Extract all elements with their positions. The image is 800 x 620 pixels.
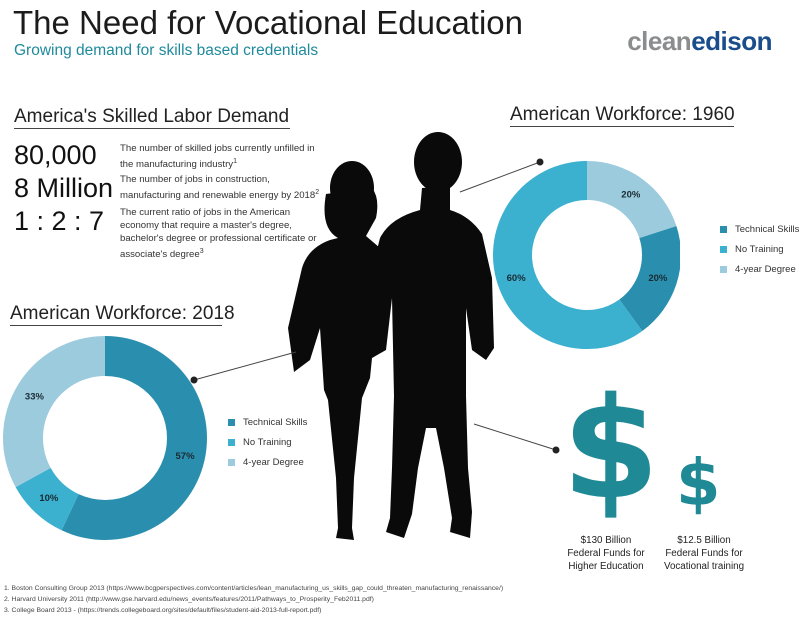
legend-1960-technical: Technical Skills: [720, 219, 799, 239]
pointer-line-2018: [186, 346, 302, 386]
footnote-1: 1. Boston Consulting Group 2013 (https://www.bcgperspectives.com/content/articles/lean_manufacturing_us_skills_gap_could_threaten_manufacturing_renaissance/): [4, 585, 504, 592]
legend-2018-degree: 4-year Degree: [228, 452, 307, 472]
page-title: The Need for Vocational Education: [13, 4, 524, 41]
legend-swatch: [228, 439, 235, 446]
logo-text-clean: clean: [627, 26, 692, 56]
stat-desc-job-ratio: The current ratio of jobs in the American economy that require a master's degree, bachelor's degree or professional certificate or associate's degree$^3$: [120, 207, 317, 261]
stat-value-unfilled-jobs: 80,000: [14, 140, 97, 170]
chart-1960-label-2: 20%: [621, 189, 641, 201]
vocational-funding-caption: $12.5 Billion Federal Funds for Vocational training: [663, 535, 745, 572]
footnotes: [4, 583, 503, 616]
higher-ed-funding-caption: $130 Billion Federal Funds for Higher Education: [567, 535, 645, 572]
chart-2018-legend: [228, 412, 307, 472]
dollar-small-icon: $: [676, 447, 721, 521]
logo-text-edison: edison: [691, 26, 772, 56]
chart-2018-label-1: 10%: [39, 492, 59, 504]
chart-2018-underline: [10, 325, 222, 326]
chart-1960-title: American Workforce: 1960: [510, 104, 735, 125]
labor-demand-title: America's Skilled Labor Demand: [14, 106, 290, 127]
stat-value-future-jobs: 8 Million: [14, 173, 114, 203]
donut-2018-slices: [3, 336, 207, 540]
chart-1960-label-1: 60%: [506, 273, 526, 285]
legend-swatch: [228, 459, 235, 466]
cleanedison-logo: [627, 26, 772, 57]
chart-2018-title: American Workforce: 2018: [10, 303, 235, 324]
chart-1960-underline: [510, 126, 734, 127]
footnote-3: 3. College Board 2013 - (https://trends.collegeboard.org/sites/default/files/student-aid-2013-full-report.pdf): [4, 607, 322, 614]
legend-swatch: [720, 266, 727, 273]
pointer-line-1960: [458, 156, 548, 196]
stat-desc-future-jobs: The number of jobs in construction, manufacturing and renewable energy by 2018$^2$: [120, 174, 320, 202]
chart-1960-legend: [720, 219, 799, 279]
legend-swatch: [720, 246, 727, 253]
labor-demand-underline: [14, 128, 290, 129]
chart-2018-slice-4-year-degree: [3, 336, 105, 487]
dollar-large-icon: $: [562, 368, 660, 531]
page-subtitle: Growing demand for skills based credentials: [14, 42, 319, 59]
chart-2018: [0, 330, 210, 550]
stat-value-job-ratio: 1 : 2 : 7: [14, 206, 105, 236]
legend-2018-technical: Technical Skills: [228, 412, 307, 432]
legend-1960-degree: 4-year Degree: [720, 259, 799, 279]
legend-swatch: [228, 419, 235, 426]
legend-1960-no-training: No Training: [720, 239, 799, 259]
legend-2018-no-training: No Training: [228, 432, 307, 452]
chart-1960-label-0: 20%: [648, 273, 668, 285]
chart-2018-label-0: 57%: [175, 450, 195, 462]
pointer-line-funding: [470, 420, 566, 460]
chart-2018-label-2: 33%: [24, 391, 44, 403]
stat-desc-unfilled-jobs: The number of skilled jobs currently unfilled in the manufacturing industry$^1$: [120, 143, 315, 171]
legend-swatch: [720, 226, 727, 233]
footnote-2: 2. Harvard University 2011 (http://www.gse.harvard.edu/news_events/features/2011/Pathways_to_Prosperity_Feb2011.pdf): [4, 596, 374, 603]
